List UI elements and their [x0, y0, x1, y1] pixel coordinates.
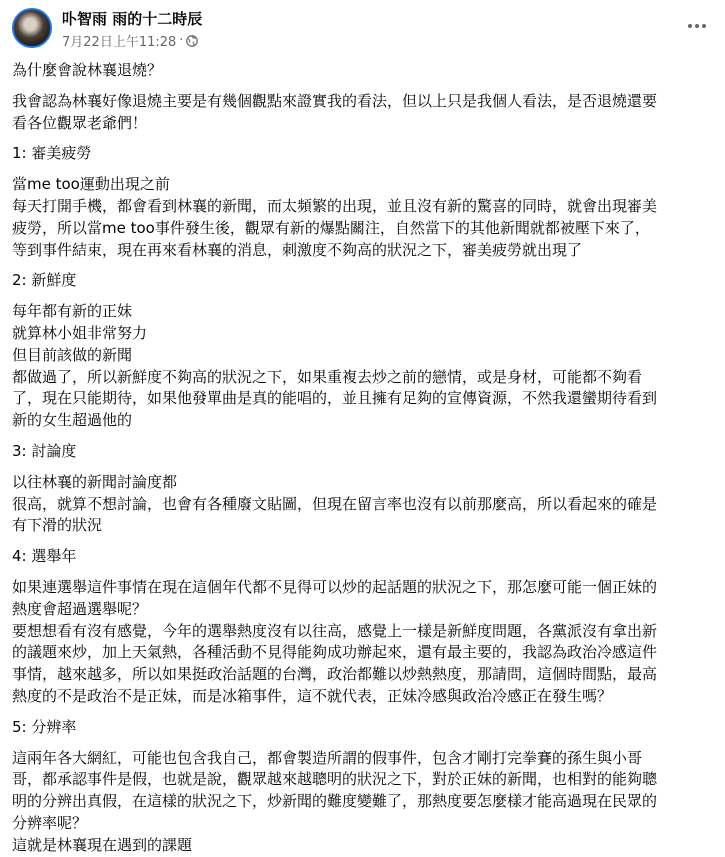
section-heading: 5: 分辨率 — [12, 717, 77, 736]
more-options-button[interactable] — [681, 14, 713, 38]
post-paragraph: 當me too運動出現之前 每天打開手機，都會看到林襄的新聞，而太頻繁的出現，並且沒有新的驚喜的同時，就會出現審美 疲勞，所以當me too事件發生後，觀眾有新的爆點關注，自然當下的其他新聞就都被壓下來了， 等到事件結束，現在再來看林襄的消息，刺激度不夠高的狀況之下，審美疲勞就出現了 — [12, 175, 658, 259]
post-paragraph: 每年都有新的正妹 就算林小姐非常努力 但目前該做的新聞 都做過了，所以新鮮度不夠高的狀況之下，如果重複去炒之前的戀情，或是身材，可能都不夠看 了，現在只能期待，如果他發單曲是真的能唱的，並且擁有足夠的宣傳資源，不然我還蠻期待看到 新的女生超過他的 — [12, 302, 658, 430]
post-paragraph: 這兩年各大網紅，可能也包含我自己，都會製造所謂的假事件，包含才剛打完拳賽的孫生與小哥 哥，都承認事件是假，也就是說，觀眾越來越聰明的狀況之下，對於正妹的新聞，也相對的能夠聰 明的分辨出真假，在這樣的狀況之下，炒新聞的難度變難了，那熱度要怎麼樣才能高過現在民眾的 分辨率呢？ 這就是林襄現在遇到的課題 — [12, 748, 658, 854]
avatar[interactable] — [12, 8, 52, 48]
globe-icon[interactable] — [186, 35, 198, 47]
meta-separator: · — [179, 33, 184, 48]
post-paragraph: 我會認為林襄好像退燒主要是有幾個觀點來證實我的看法，但以上只是我個人看法，是否退燒還要 看各位觀眾老爺們！ — [12, 91, 658, 132]
post-timestamp[interactable]: 7月22日上午11:28 — [62, 35, 177, 50]
post-meta — [62, 31, 198, 50]
post-header — [0, 0, 725, 56]
section-heading: 3: 討論度 — [12, 441, 77, 460]
section-heading: 2: 新鮮度 — [12, 271, 77, 290]
more-horizontal-icon — [688, 24, 692, 28]
section-heading: 1: 審美疲勞 — [12, 144, 92, 163]
section-heading: 4: 選舉年 — [12, 547, 77, 566]
post-paragraph: 為什麼會說林襄退燒？ — [12, 61, 163, 79]
author-name[interactable]: 卟智雨 雨的十二時辰 — [62, 10, 203, 28]
post-body — [0, 60, 725, 857]
post-paragraph: 如果連選舉這件事情在現在這個年代都不見得可以炒的起話題的狀況之下，那怎麼可能一個正妹的 熱度會超過選舉呢？ 要想想看有沒有感覺，今年的選舉熱度沒有以往高，感覺上一樣是新鮮度問題，各黨派沒有拿出新 的議題來炒，加上天氣熱，各種活動不見得能夠成功辦起來，還有最主要的，我認為政治冷感這件 事情，越來越多，所以如果挺政治話題的台灣，政治都難以炒熱熱度，那請問，這個時間點，最高 熱度的不是政治不是正妹，而是冰箱事件，這不就代表，正妹冷感與政治冷感正在發生嗎？ — [12, 577, 658, 705]
post-paragraph: 以往林襄的新聞討論度都 很高，就算不想討論，也會有各種廢文貼圖，但現在留言率也沒有以前那麼高，所以看起來的確是 有下滑的狀況 — [12, 472, 658, 535]
